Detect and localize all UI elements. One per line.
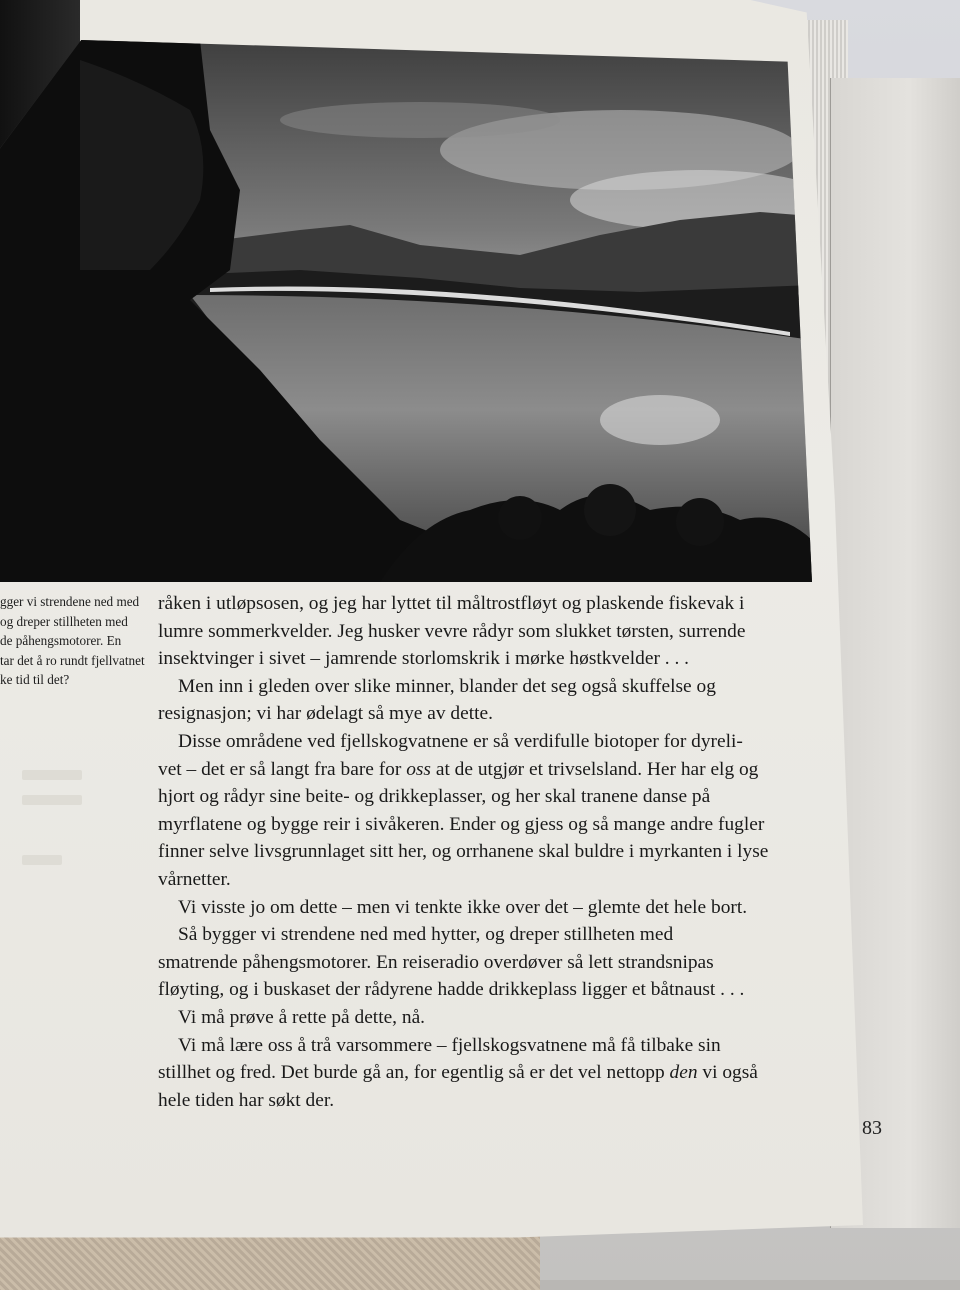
body-line: råken i utløpsosen, og jeg har lyttet til måltrostfløyt og plaskende fiskevak i [158,593,745,614]
body-line: smatrende påhengsmotorer. En reiseradio overdøver så lett strandsnipas [158,951,714,973]
caption-line: og dreper stillheten med [0,613,128,629]
body-line: myrflatene og bygge reir i sivåkeren. Ender og gjess og så mange andre fugler [158,813,765,835]
body-line: Men inn i gleden over slike minner, blander det seg også skuffelse og [178,675,716,697]
body-line: Vi må prøve å rette på dette, nå. [178,1006,426,1028]
body-line: stillhet og fred. Det burde gå an, for egentlig så er det vel nettopp den vi også [158,1062,758,1084]
body-line: lumre sommerkvelder. Jeg husker vevre rådyr som slukket tørsten, surrende [158,620,746,642]
bleed-through-mark [22,770,82,780]
body-line: hele tiden har søkt der. [158,1089,335,1111]
caption-line: gger vi strendene ned med [0,594,140,609]
body-line: Så bygger vi strendene ned med hytter, og dreper stillheten med [178,924,674,946]
body-line: Vi må lære oss å trå varsommere – fjellskogsvatnene må få tilbake sin [178,1034,721,1056]
bleed-through-mark [22,855,62,865]
caption-line: ke tid til det? [0,672,70,688]
body-line: hjort og rådyr sine beite- og drikkeplasser, og her skal tranene danse på [158,786,711,808]
photo-caption [0,592,178,690]
body-line: fløyting, og i buskaset der rådyrene hadde drikkeplass ligger et båtnaust . . . [158,979,745,1001]
body-line: finner selve livsgrunnlaget sitt her, og orrhanene skal buldre i myrkanten i lyse [158,841,769,863]
page-number: 83 [862,1117,882,1139]
body-line: insektvinger i sivet – jamrende storlomskrik i mørke høstkvelder . . . [158,648,689,670]
body-line: Disse områdene ved fjellskogvatnene er så verdifulle biotoper for dyreli- [178,730,743,752]
bleed-through-mark [22,795,82,805]
body-line: Vi visste jo om dette – men vi tenkte ikke over det – glemte det hele bort. [178,896,748,918]
caption-line: de påhengsmotorer. En [0,633,122,649]
body-line: resignasjon; vi har ødelagt så mye av dette. [158,703,493,725]
lake-landscape-photo [0,40,812,582]
body-line: vet – det er så langt fra bare for oss at de utgjør et trivselsland. Her har elg og [158,758,759,780]
body-line: vårnetter. [158,868,231,890]
body-text [158,590,892,1114]
caption-line: tar det å ro rundt fjellvatnet [0,652,145,668]
